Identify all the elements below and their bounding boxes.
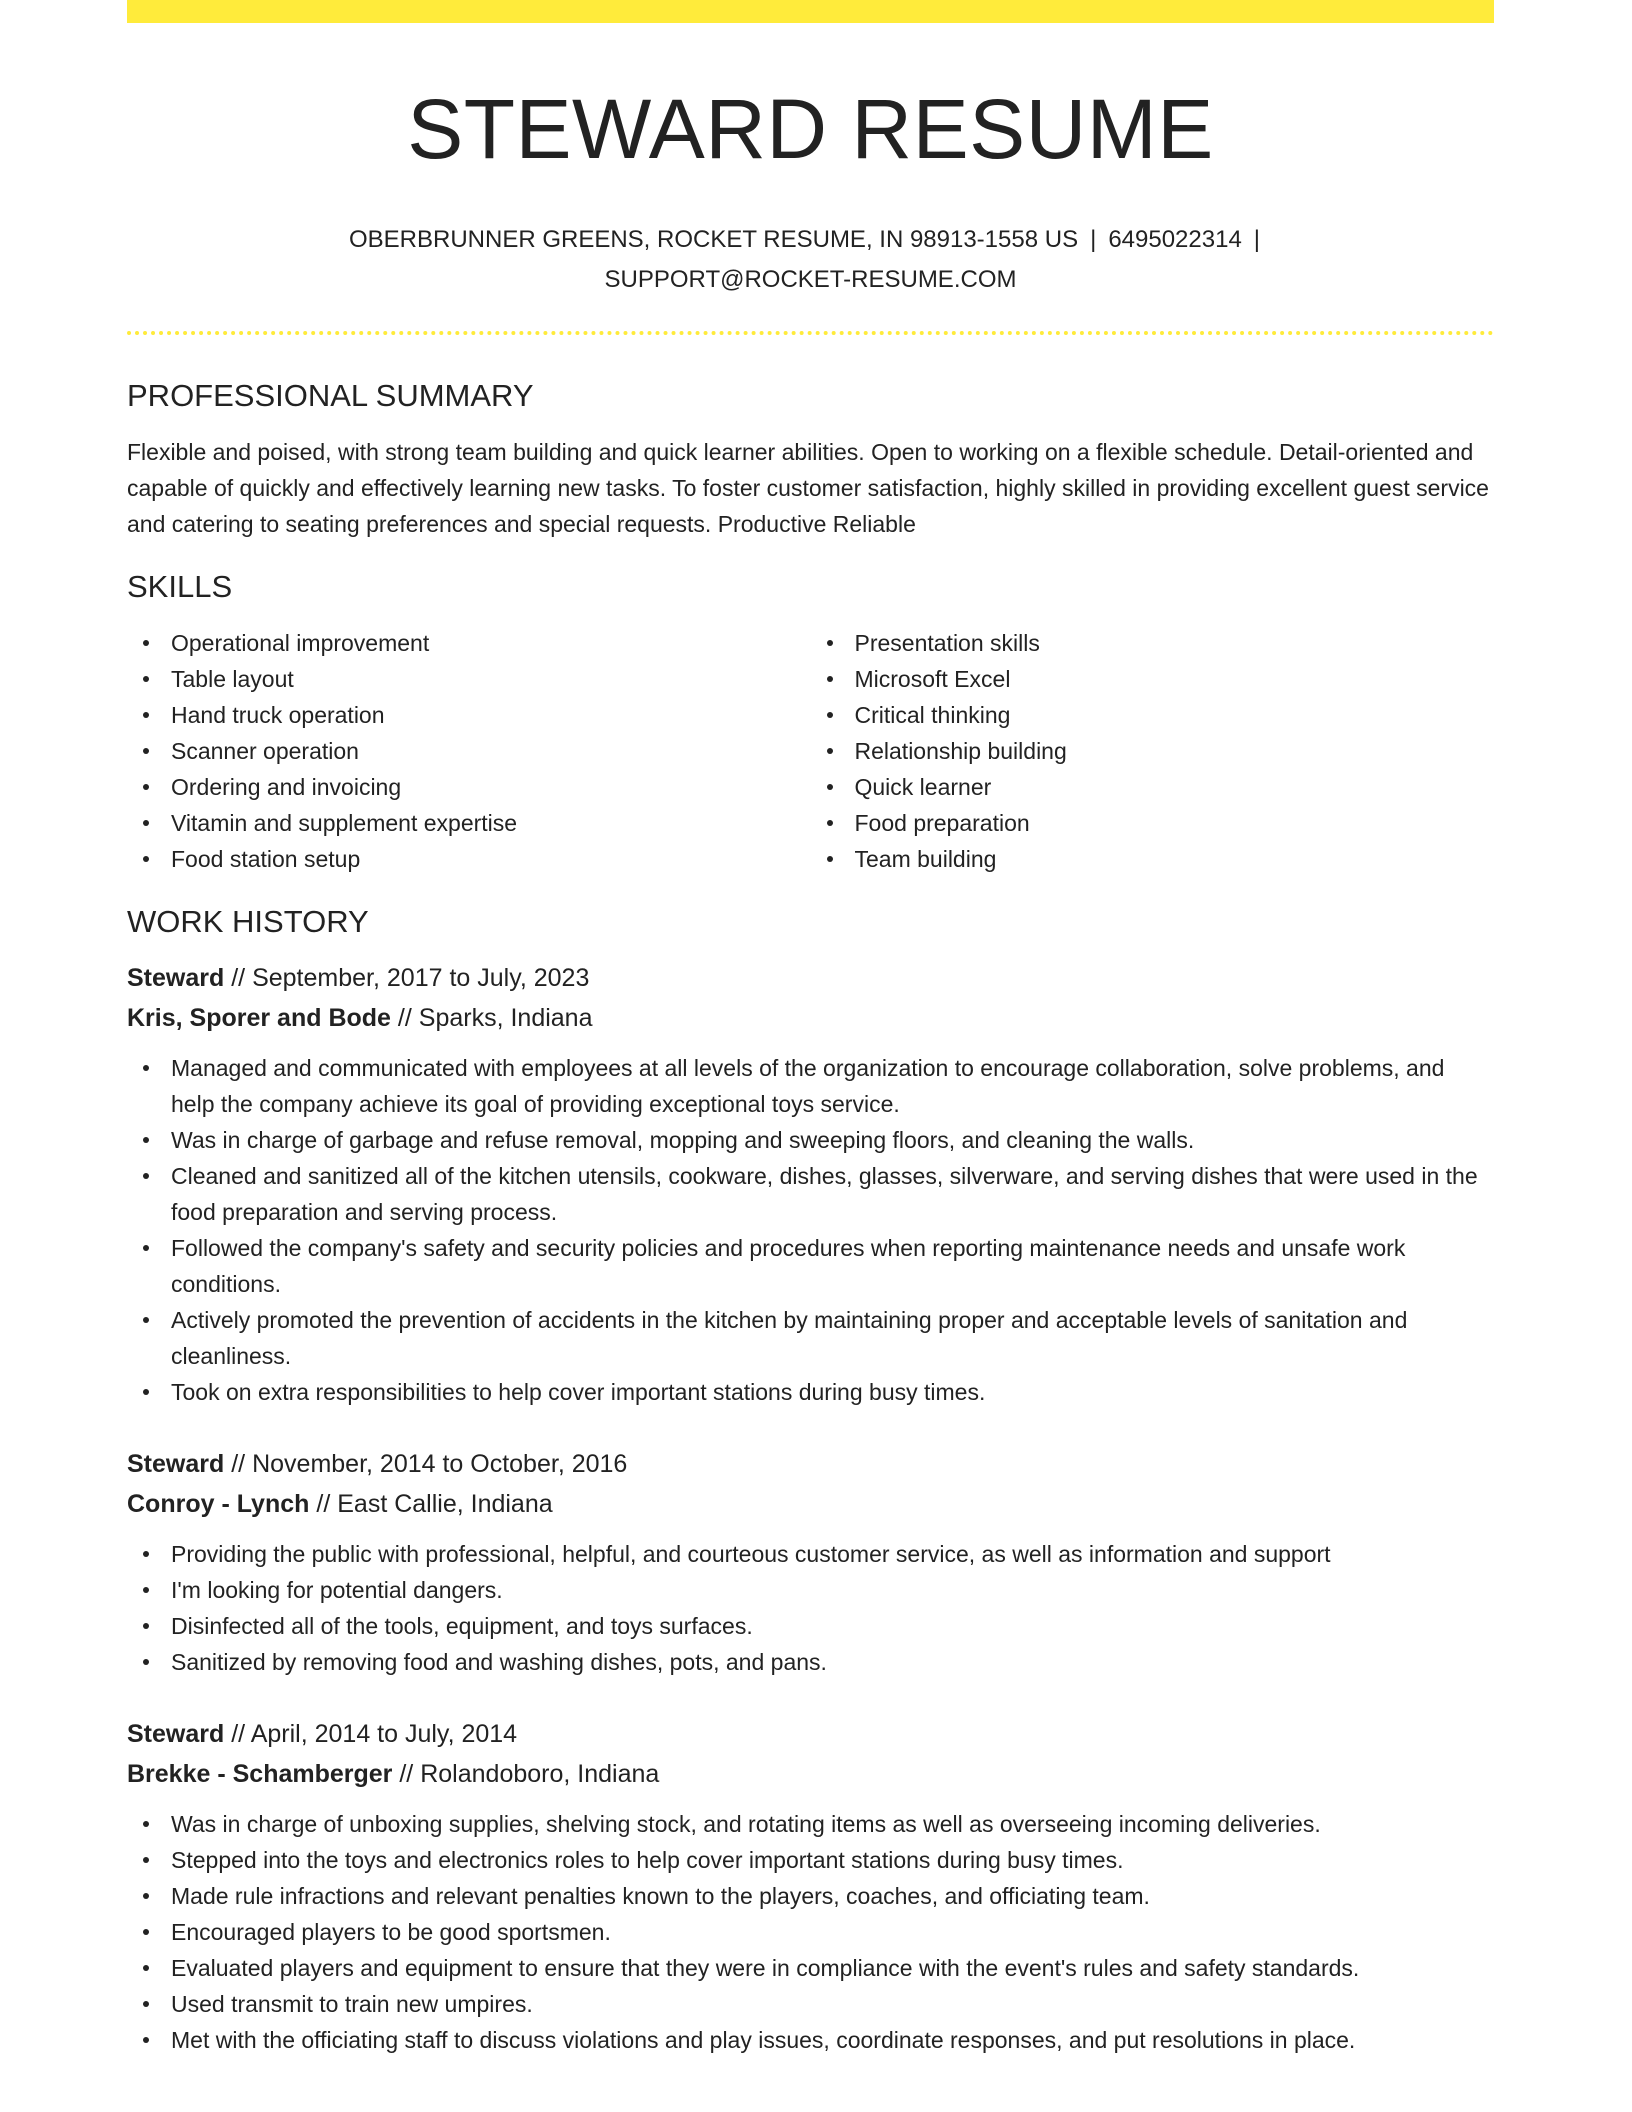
job-location: Sparks, Indiana xyxy=(418,1004,593,1033)
bullet-icon xyxy=(143,856,149,862)
list-item xyxy=(171,1608,1494,1644)
list-item xyxy=(171,1986,1494,2022)
bullet-icon xyxy=(143,1821,149,1827)
list-item-text: Vitamin and supplement expertise xyxy=(171,809,518,836)
summary-text: Flexible and poised, with strong team building and quick learner abilities. Open to working on a flexible schedule. Detail-oriented and capable of quickly and effectively learning new tasks. To foster customer satisfaction, highly skilled in providing excellent guest service and catering to seating preferences and special requests. Productive Reliable xyxy=(127,438,1489,537)
job-company-line xyxy=(127,1754,1494,1794)
bullet-icon xyxy=(143,1551,149,1557)
list-item-text: Hand truck operation xyxy=(171,701,385,728)
bullet-icon xyxy=(143,1065,149,1071)
skills-list xyxy=(127,625,1494,877)
job-title-line xyxy=(127,1714,1494,1754)
list-item xyxy=(171,697,811,733)
bullet-icon xyxy=(143,1245,149,1251)
job-company: Brekke - Schamberger xyxy=(127,1760,393,1789)
bullet-icon xyxy=(143,2001,149,2007)
list-item xyxy=(171,1374,1494,1410)
list-item xyxy=(171,1914,1494,1950)
bullet-icon xyxy=(143,676,149,682)
bullet-icon xyxy=(827,640,833,646)
job-separator: // xyxy=(231,964,246,993)
job-dates: September, 2017 to July, 2023 xyxy=(252,964,590,993)
bullet-icon xyxy=(143,1893,149,1899)
list-item xyxy=(171,1878,1494,1914)
list-item xyxy=(855,805,1495,841)
list-item-text: Cleaned and sanitized all of the kitchen utensils, cookware, dishes, glasses, silverware, and serving dishes that were used in the food preparation and serving process. xyxy=(171,1163,1478,1226)
bullet-icon xyxy=(143,1857,149,1863)
job-duties-list xyxy=(127,1536,1494,1680)
contact-info xyxy=(311,220,1311,300)
bullet-icon xyxy=(143,1317,149,1323)
bullet-icon xyxy=(143,1623,149,1629)
bullet-icon xyxy=(143,640,149,646)
list-item-text: Was in charge of unboxing supplies, shelving stock, and rotating items as well as overseeing incoming deliveries. xyxy=(171,1811,1321,1838)
contact-address: OBERBRUNNER GREENS, ROCKET RESUME, IN 98913-1558 US xyxy=(348,225,1079,253)
accent-bar xyxy=(127,0,1494,23)
list-item-text: Scanner operation xyxy=(171,737,359,764)
bullet-icon xyxy=(143,1587,149,1593)
resume-title: STEWARD RESUME xyxy=(407,82,1214,176)
list-item xyxy=(171,661,811,697)
job-role: Steward xyxy=(127,964,225,993)
job-role: Steward xyxy=(127,1450,225,1479)
list-item xyxy=(171,733,811,769)
list-item xyxy=(855,661,1495,697)
list-item-text: Was in charge of garbage and refuse removal, mopping and sweeping floors, and cleaning the walls. xyxy=(171,1127,1195,1154)
list-item-text: Presentation skills xyxy=(854,629,1040,656)
list-item xyxy=(855,625,1495,661)
job-separator: // xyxy=(231,1720,246,1749)
job-company: Conroy - Lynch xyxy=(127,1490,310,1519)
list-item-text: Providing the public with professional, helpful, and courteous customer service, as well as information and support xyxy=(171,1541,1331,1568)
list-item xyxy=(171,1122,1494,1158)
list-item-text: Team building xyxy=(854,845,997,872)
list-item xyxy=(171,841,811,877)
bullet-icon xyxy=(827,748,833,754)
job-entry xyxy=(127,958,1494,1410)
job-entry xyxy=(127,1714,1494,2058)
list-item xyxy=(171,1230,1494,1302)
job-dates: April, 2014 to July, 2014 xyxy=(250,1720,518,1749)
bullet-icon xyxy=(143,712,149,718)
list-item xyxy=(171,1302,1494,1374)
job-separator: // xyxy=(399,1760,414,1789)
list-item xyxy=(171,769,811,805)
list-item xyxy=(171,1950,1494,1986)
list-item xyxy=(855,841,1495,877)
list-item-text: Sanitized by removing food and washing dishes, pots, and pans. xyxy=(171,1649,827,1676)
contact-separator: | xyxy=(1253,225,1261,253)
list-item-text: Actively promoted the prevention of accidents in the kitchen by maintaining proper and acceptable levels of sanitation and cleanliness. xyxy=(171,1307,1408,1370)
job-company: Kris, Sporer and Bode xyxy=(127,1004,391,1033)
job-entry xyxy=(127,1444,1494,1680)
list-item xyxy=(855,769,1495,805)
skills-column-left xyxy=(127,625,811,877)
bullet-icon xyxy=(827,712,833,718)
list-item-text: Relationship building xyxy=(854,737,1067,764)
job-separator: // xyxy=(316,1490,331,1519)
list-item-text: Followed the company's safety and security policies and procedures when reporting maintenance needs and unsafe work conditions. xyxy=(171,1235,1406,1298)
contact-email: SUPPORT@ROCKET-RESUME.COM xyxy=(604,265,1017,293)
list-item-text: Food preparation xyxy=(854,809,1030,836)
job-title-line xyxy=(127,1444,1494,1484)
list-item xyxy=(171,1050,1494,1122)
job-location: Rolandoboro, Indiana xyxy=(420,1760,660,1789)
list-item-text: Disinfected all of the tools, equipment, and toys surfaces. xyxy=(171,1613,753,1640)
contact-phone: 6495022314 xyxy=(1108,225,1242,253)
list-item-text: Made rule infractions and relevant penalties known to the players, coaches, and officiating team. xyxy=(171,1883,1150,1910)
list-item-text: Ordering and invoicing xyxy=(171,773,402,800)
job-duties-list xyxy=(127,1050,1494,1410)
job-separator: // xyxy=(231,1450,246,1479)
list-item xyxy=(171,1158,1494,1230)
bullet-icon xyxy=(143,748,149,754)
skills-list-right xyxy=(811,625,1495,877)
bullet-icon xyxy=(143,1965,149,1971)
list-item-text: Critical thinking xyxy=(854,701,1011,728)
bullet-icon xyxy=(143,820,149,826)
bullet-icon xyxy=(827,856,833,862)
list-item xyxy=(855,733,1495,769)
list-item-text: Microsoft Excel xyxy=(854,665,1011,692)
job-company-line xyxy=(127,998,1494,1038)
bullet-icon xyxy=(143,2037,149,2043)
resume-content xyxy=(127,23,1494,2058)
job-company-line xyxy=(127,1484,1494,1524)
job-dates: November, 2014 to October, 2016 xyxy=(252,1450,628,1479)
list-item-text: Used transmit to train new umpires. xyxy=(171,1991,533,2018)
list-item xyxy=(171,625,811,661)
list-item-text: Quick learner xyxy=(854,773,992,800)
skills-list-left xyxy=(127,625,811,877)
list-item-text: Managed and communicated with employees at all levels of the organization to encourage collaboration, solve problems, and help the company achieve its goal of providing exceptional toys service. xyxy=(171,1055,1445,1118)
list-item-text: Stepped into the toys and electronics roles to help cover important stations during busy times. xyxy=(171,1847,1124,1874)
bullet-icon xyxy=(143,784,149,790)
list-item xyxy=(171,1806,1494,1842)
bullet-icon xyxy=(827,820,833,826)
skills-heading: SKILLS xyxy=(127,568,233,604)
list-item-text: Operational improvement xyxy=(171,629,430,656)
bullet-icon xyxy=(143,1929,149,1935)
skills-column-right xyxy=(811,625,1495,877)
list-item xyxy=(171,1644,1494,1680)
list-item-text: Evaluated players and equipment to ensure that they were in compliance with the event's rules and safety standards. xyxy=(171,1955,1360,1982)
list-item xyxy=(171,805,811,841)
job-role: Steward xyxy=(127,1720,225,1749)
bullet-icon xyxy=(143,1659,149,1665)
list-item-text: Met with the officiating staff to discuss violations and play issues, coordinate responses, and put resolutions in place. xyxy=(171,2027,1356,2054)
work-heading: WORK HISTORY xyxy=(127,903,369,939)
list-item xyxy=(171,1536,1494,1572)
list-item-text: Encouraged players to be good sportsmen. xyxy=(171,1919,611,1946)
bullet-icon xyxy=(827,676,833,682)
list-item-text: Food station setup xyxy=(171,845,361,872)
list-item xyxy=(171,1842,1494,1878)
list-item xyxy=(171,1572,1494,1608)
job-title-line xyxy=(127,958,1494,998)
bullet-icon xyxy=(143,1173,149,1179)
contact-separator: | xyxy=(1090,225,1097,253)
list-item xyxy=(171,2022,1494,2058)
bullet-icon xyxy=(827,784,833,790)
list-item xyxy=(855,697,1495,733)
work-history xyxy=(127,958,1494,2058)
list-item-text: Table layout xyxy=(171,665,294,692)
job-duties-list xyxy=(127,1806,1494,2058)
bullet-icon xyxy=(143,1137,149,1143)
bullet-icon xyxy=(143,1389,149,1395)
list-item-text: Took on extra responsibilities to help cover important stations during busy times. xyxy=(171,1379,986,1406)
job-separator: // xyxy=(397,1004,412,1033)
list-item-text: I'm looking for potential dangers. xyxy=(171,1577,503,1604)
job-location: East Callie, Indiana xyxy=(337,1490,553,1519)
summary-heading: PROFESSIONAL SUMMARY xyxy=(127,377,534,413)
dotted-divider xyxy=(127,331,1494,335)
